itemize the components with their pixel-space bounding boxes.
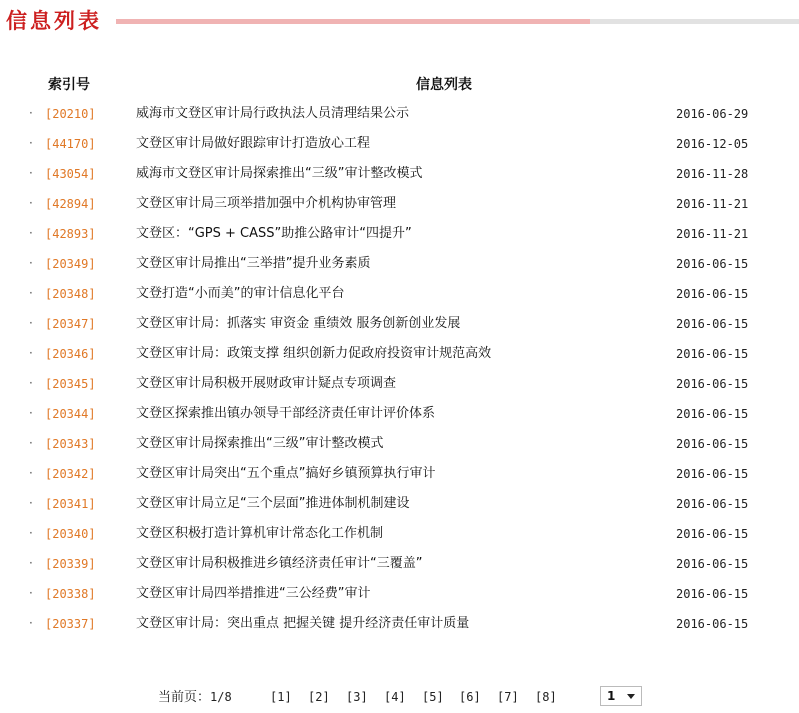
list-item	[0, 249, 799, 279]
article-date: 2016-06-15	[676, 407, 749, 421]
list-bullet: ·	[29, 376, 33, 390]
page-link-3[interactable]: [3]	[346, 690, 368, 704]
info-list	[0, 99, 799, 639]
page-link-7[interactable]: [7]	[497, 690, 519, 704]
article-date: 2016-06-15	[676, 287, 749, 301]
index-code-link[interactable]: [42894]	[45, 197, 96, 211]
index-code-link[interactable]: [43054]	[45, 167, 96, 181]
list-item	[0, 519, 799, 549]
article-date: 2016-06-15	[676, 377, 749, 391]
article-title-link[interactable]: 文登区审计局积极推进乡镇经济责任审计“三覆盖”	[136, 556, 423, 571]
pagination	[0, 684, 799, 710]
title-underline-rest	[590, 19, 799, 24]
article-title-link[interactable]: 威海市文登区审计局行政执法人员清理结果公示	[136, 106, 410, 121]
page-select[interactable]	[600, 686, 642, 706]
article-date: 2016-06-29	[676, 107, 749, 121]
list-bullet: ·	[29, 406, 33, 420]
list-bullet: ·	[29, 226, 33, 240]
page-link-1[interactable]: [1]	[270, 690, 292, 704]
index-code-link[interactable]: [20345]	[45, 377, 96, 391]
index-code-link[interactable]: [42893]	[45, 227, 96, 241]
list-item	[0, 429, 799, 459]
list-item	[0, 399, 799, 429]
article-date: 2016-11-21	[676, 197, 749, 211]
column-header-index: 索引号	[48, 77, 90, 93]
index-code-link[interactable]: [20342]	[45, 467, 96, 481]
article-title-link[interactable]: 文登区审计局：突出重点 把握关键 提升经济责任审计质量	[136, 616, 470, 631]
article-date: 2016-06-15	[676, 527, 749, 541]
list-bullet: ·	[29, 616, 33, 630]
article-title-link[interactable]: 文登区积极打造计算机审计常态化工作机制	[136, 526, 384, 541]
article-title-link[interactable]: 威海市文登区审计局探索推出“三级”审计整改模式	[136, 166, 423, 181]
list-item	[0, 489, 799, 519]
list-item	[0, 99, 799, 129]
list-bullet: ·	[29, 256, 33, 270]
article-title-link[interactable]: 文登区审计局突出“五个重点”搞好乡镇预算执行审计	[136, 466, 436, 481]
article-date: 2016-11-21	[676, 227, 749, 241]
article-title-link[interactable]: 文登区审计局探索推出“三级”审计整改模式	[136, 436, 384, 451]
article-date: 2016-06-15	[676, 617, 749, 631]
article-title-link[interactable]: 文登区审计局：抓落实 审资金 重绩效 服务创新创业发展	[136, 316, 461, 331]
index-code-link[interactable]: [20341]	[45, 497, 96, 511]
index-code-link[interactable]: [20337]	[45, 617, 96, 631]
list-bullet: ·	[29, 496, 33, 510]
list-item	[0, 189, 799, 219]
article-title-link[interactable]: 文登区：“GPS + CASS”助推公路审计“四提升”	[136, 226, 412, 241]
page-link-4[interactable]: [4]	[384, 690, 406, 704]
article-date: 2016-06-15	[676, 317, 749, 331]
list-item	[0, 279, 799, 309]
column-header-list: 信息列表	[416, 77, 472, 93]
article-date: 2016-06-15	[676, 587, 749, 601]
index-code-link[interactable]: [44170]	[45, 137, 96, 151]
list-item	[0, 129, 799, 159]
index-code-link[interactable]: [20210]	[45, 107, 96, 121]
index-code-link[interactable]: [20339]	[45, 557, 96, 571]
article-date: 2016-06-15	[676, 467, 749, 481]
article-date: 2016-06-15	[676, 437, 749, 451]
title-underline-accent	[116, 19, 590, 24]
index-code-link[interactable]: [20346]	[45, 347, 96, 361]
article-title-link[interactable]: 文登打造“小而美”的审计信息化平台	[136, 286, 345, 301]
article-title-link[interactable]: 文登区审计局四举措推进“三公经费”审计	[136, 586, 371, 601]
page-select-value: 1	[607, 689, 616, 703]
section-header	[0, 0, 799, 44]
list-bullet: ·	[29, 526, 33, 540]
list-item	[0, 309, 799, 339]
list-item	[0, 579, 799, 609]
article-title-link[interactable]: 文登区审计局推出“三举措”提升业务素质	[136, 256, 371, 271]
article-title-link[interactable]: 文登区审计局三项举措加强中介机构协审管理	[136, 196, 397, 211]
list-item	[0, 159, 799, 189]
index-code-link[interactable]: [20348]	[45, 287, 96, 301]
article-title-link[interactable]: 文登区审计局积极开展财政审计疑点专项调查	[136, 376, 397, 391]
page-link-8[interactable]: [8]	[535, 690, 557, 704]
page-link-5[interactable]: [5]	[422, 690, 444, 704]
article-date: 2016-06-15	[676, 557, 749, 571]
list-item	[0, 549, 799, 579]
article-date: 2016-06-15	[676, 347, 749, 361]
index-code-link[interactable]: [20340]	[45, 527, 96, 541]
list-bullet: ·	[29, 106, 33, 120]
list-bullet: ·	[29, 346, 33, 360]
article-date: 2016-06-15	[676, 257, 749, 271]
current-page-value: 1/8	[210, 690, 232, 704]
list-item	[0, 339, 799, 369]
list-bullet: ·	[29, 556, 33, 570]
list-item	[0, 459, 799, 489]
page-link-6[interactable]: [6]	[459, 690, 481, 704]
current-page-label: 当前页：	[158, 690, 211, 705]
section-title: 信息列表	[6, 9, 102, 33]
list-bullet: ·	[29, 136, 33, 150]
list-bullet: ·	[29, 316, 33, 330]
list-item	[0, 219, 799, 249]
index-code-link[interactable]: [20347]	[45, 317, 96, 331]
article-title-link[interactable]: 文登区探索推出镇办领导干部经济责任审计评价体系	[136, 406, 436, 421]
article-title-link[interactable]: 文登区审计局：政策支撑 组织创新力促政府投资审计规范高效	[136, 346, 492, 361]
list-bullet: ·	[29, 466, 33, 480]
list-bullet: ·	[29, 166, 33, 180]
article-title-link[interactable]: 文登区审计局立足“三个层面”推进体制机制建设	[136, 496, 410, 511]
current-page-indicator	[158, 689, 232, 706]
article-date: 2016-06-15	[676, 497, 749, 511]
list-item	[0, 609, 799, 639]
list-bullet: ·	[29, 586, 33, 600]
list-bullet: ·	[29, 436, 33, 450]
index-code-link[interactable]: [20338]	[45, 587, 96, 601]
article-date: 2016-12-05	[676, 137, 749, 151]
list-bullet: ·	[29, 286, 33, 300]
index-code-link[interactable]: [20349]	[45, 257, 96, 271]
chevron-down-icon	[627, 694, 635, 699]
index-code-link[interactable]: [20343]	[45, 437, 96, 451]
article-date: 2016-11-28	[676, 167, 749, 181]
index-code-link[interactable]: [20344]	[45, 407, 96, 421]
list-bullet: ·	[29, 196, 33, 210]
article-title-link[interactable]: 文登区审计局做好跟踪审计打造放心工程	[136, 136, 371, 151]
page-link-2[interactable]: [2]	[308, 690, 330, 704]
list-item	[0, 369, 799, 399]
